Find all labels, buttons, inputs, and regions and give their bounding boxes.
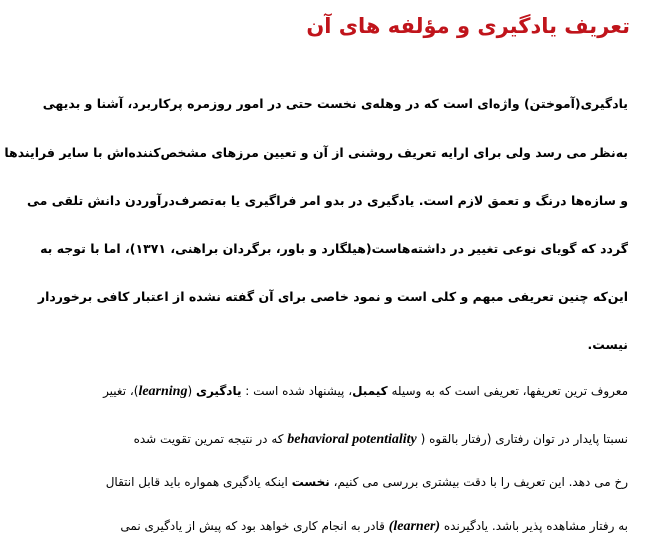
paragraph1-line-1: یادگیری(آموختن) واژه‌ای است که در وهله‌ی نخست حتی در امور روزمره پرکاربرد، آشنا و بدیهی [42, 96, 628, 111]
author-name: کیمبل [352, 384, 388, 398]
paragraph1-line-5: این‌که چنین تعریفی مبهم و کلی است و نمود خاصی برای آن گفته نشده از اعتبار کافی برخوردار [37, 289, 628, 304]
section-title: تعریف یادگیری و مؤلفه های آن [306, 14, 630, 38]
paragraph1-line-6: نیست. [587, 337, 628, 352]
paragraph1-line-3: و سازه‌ها درنگ و تعمق لازم است. یادگیری در بدو امر فراگیری یا به‌تصرف‌درآوردن دانش تلقی می [27, 193, 628, 208]
text-segment: قادر به انجام کاری خواهد بود که پیش از یادگیری نمی [120, 519, 389, 533]
text-segment: )، تغییر [103, 384, 139, 398]
text-segment: که در نتیجه تمرین تقویت شده [133, 432, 288, 446]
paragraph1-line-2: به‌نظر می رسد ولی برای ارایه تعریف روشنی از آن و تعیین مرزهای مشخص‌کننده‌اش با سایر فرایندها [4, 145, 628, 160]
text-segment: معروف ترین تعریفها، تعریفی است که به وسیله [387, 384, 628, 398]
text-segment: اینکه یادگیری همواره باید قابل انتقال [105, 475, 292, 489]
paragraph2-line-1 [18, 383, 628, 399]
term-behavioral-potentiality: behavioral potentiality [287, 432, 417, 447]
text-segment: ( [187, 384, 196, 398]
text-segment: نسبتا پایدار در توان رفتاری (رفتار بالقوه ( [416, 432, 628, 446]
emphasis-first: نخست [291, 475, 330, 489]
term-learning-fa: یادگیری [195, 384, 242, 398]
text-segment: ، پیشنهاد شده است : [241, 384, 353, 398]
paragraph2-line-4 [18, 518, 628, 534]
term-learner: (learner) [388, 519, 441, 534]
text-segment: به رفتار مشاهده پذیر باشد. یادگیرنده [440, 519, 628, 533]
term-learning-en: learning [138, 384, 188, 399]
paragraph2-line-3 [18, 474, 628, 490]
text-segment: رخ می دهد. این تعریف را با دقت بیشتری بررسی می کنیم، [329, 475, 628, 489]
paragraph2-line-2 [18, 431, 628, 447]
paragraph1-line-4: گردد که گویای نوعی تغییر در داشته‌هاست(هیلگارد و باور، برگردان براهنی، ۱۳۷۱)، اما با توجه به [40, 241, 628, 256]
